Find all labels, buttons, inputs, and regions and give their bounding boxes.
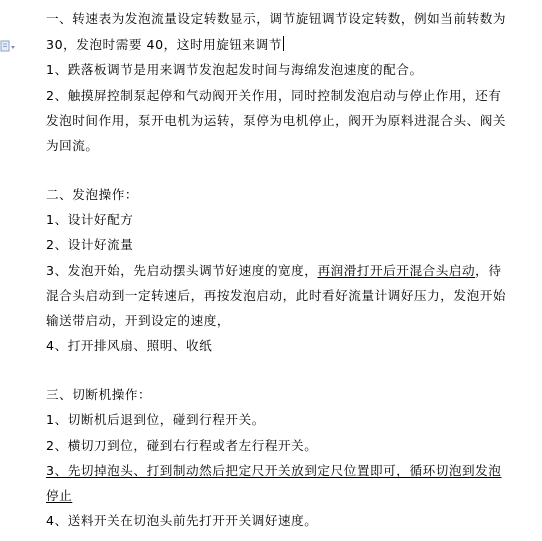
paragraph-line: 1、跌落板调节是用来调节发泡起发时间与海绵发泡速度的配合。: [46, 62, 423, 77]
line-text: ，待: [475, 263, 502, 278]
underlined-line: 停止: [46, 488, 73, 503]
underlined-text: 再润滑打开后开混合头启动: [317, 263, 476, 278]
line-text: 30，发泡时需要 40，这时用旋钮来调节: [46, 37, 282, 52]
paragraph-line: 4、送料开关在切泡头前先打开开关调好速度。: [46, 513, 318, 528]
paragraph-line: [46, 262, 501, 280]
paragraph-line: 发泡时间作用，泵开电机为运转，泵停为电机停止，阀开为原料进混合头、阀关: [46, 113, 507, 128]
paragraph-line: 1、设计好配方: [46, 212, 134, 227]
left-gutter: [0, 0, 24, 541]
paragraph-line: 一、转速表为发泡流量设定转数显示，调节旋钮调节设定转数，例如当前转数为: [46, 11, 507, 26]
section-heading: 二、发泡操作：: [46, 187, 139, 202]
text-cursor: [283, 36, 284, 51]
paragraph-line: 输送带启动，开到设定的速度，: [46, 313, 231, 328]
paragraph-line[interactable]: [46, 36, 284, 54]
line-text: 3、发泡开始，先启动摆头调节好速度的宽度，: [46, 263, 318, 278]
paragraph-line: 2、触摸屏控制泵起停和气动阀开关作用，同时控制发泡启动与停止作用，还有: [46, 88, 502, 103]
section-heading: 三、切断机操作：: [46, 387, 152, 402]
paragraph-line: 为回流。: [46, 138, 99, 153]
underlined-line: 3、先切掉泡头、打到制动然后把定尺开关放到定尺位置即可，循环切泡到发泡: [46, 463, 502, 478]
paragraph-line: 混合头启动到一定转速后，再按发泡启动，此时看好流量计调好压力，发泡开始: [46, 288, 507, 303]
paragraph-line: 2、横切刀到位，碰到右行程或者左行程开关。: [46, 438, 318, 453]
paragraph-line: 2、设计好流量: [46, 237, 134, 252]
paragraph-line: 1、切断机后退到位，碰到行程开关。: [46, 412, 265, 427]
document-icon: [0, 40, 18, 54]
paragraph-line: 4、打开排风扇、照明、收纸: [46, 338, 213, 353]
